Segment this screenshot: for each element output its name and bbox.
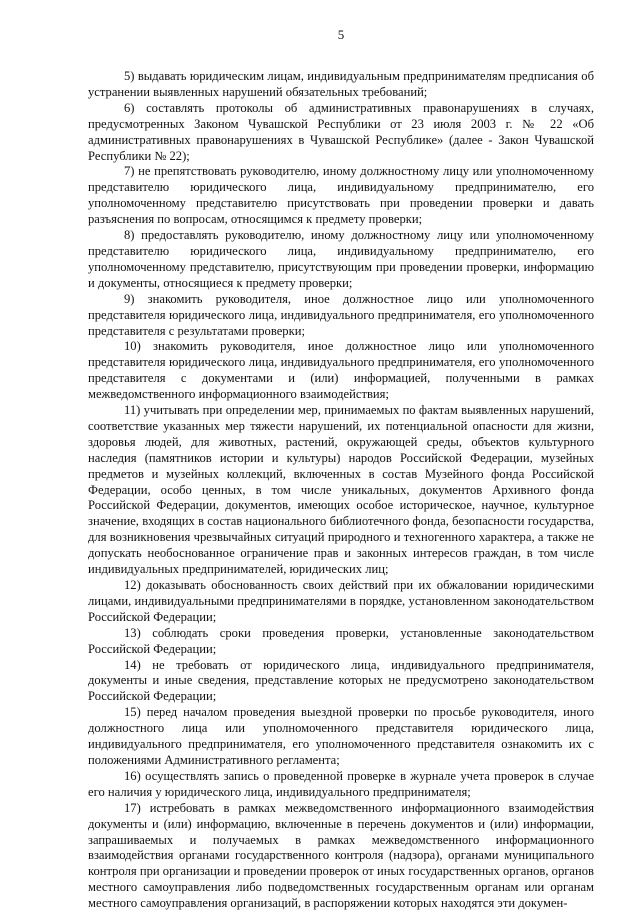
paragraph-item-13: 13) соблюдать сроки проведения проверки, установленные законодательством Российской Федерации; xyxy=(88,625,594,656)
paragraph-item-10: 10) знакомить руководителя, иное должностное лицо или уполномоченного представителя юридического лица, индивидуального предпринимателя, его уполномоченного представителя с документами и (или) информацией, полученными в рамках межведомственного информационного взаимодействия; xyxy=(88,339,594,402)
paragraph-item-14: 14) не требовать от юридического лица, индивидуального предпринимателя, документы и иные сведения, представление которых не предусмотрено законодательством Российской Федерации; xyxy=(88,657,594,704)
paragraph-item-8: 8) предоставлять руководителю, иному должностному лицу или уполномоченному представителю юридического лица, индивидуальному предпринимателю, его уполномоченному представителю, присутствующим при проведении проверки, информацию и документы, относящиеся к предмету проверки; xyxy=(88,228,594,290)
paragraph-item-12: 12) доказывать обоснованность своих действий при их обжаловании юридическими лицами, индивидуальными предпринимателями в порядке, установленном законодательством Российской Федерации; xyxy=(88,578,594,624)
paragraph-item-6: 6) составлять протоколы об административных правонарушениях в случаях, предусмотренных Законом Чувашской Республики от 23 июля 2003 г. № 22 «Об административных правонарушениях в Чувашской Республике» (далее - Закон Чувашской Республики № 22); xyxy=(88,100,594,163)
paragraph-item-7: 7) не препятствовать руководителю, иному должностному лицу или уполномоченному представителю юридического лица, индивидуальному предпринимателю, его уполномоченному представителю присутствовать при проведении проверки и давать разъяснения по вопросам, относящимся к предмету проверки; xyxy=(88,164,594,227)
paragraph-item-5: 5) выдавать юридическим лицам, индивидуальным предпринимателям предписания об устранении выявленных нарушений обязательных требований; xyxy=(88,69,594,99)
paragraph-item-9: 9) знакомить руководителя, иное должностное лицо или уполномоченного представителя юридического лица, индивидуального предпринимателя, его уполномоченного представителя с результатами проверки; xyxy=(88,291,594,338)
paragraph-item-16: 16) осуществлять запись о проведенной проверке в журнале учета проверок в случае его наличия у юридического лица, индивидуального предпринимателя; xyxy=(88,768,594,799)
page-number: 5 xyxy=(337,27,345,42)
paragraph-item-17: 17) истребовать в рамках межведомственного информационного взаимодействия документы и (или) информацию, включенные в перечень документов и (или) информации, запрашиваемых и получаемых в рамках межведомственного информационного взаимодействия органами государственного контроля (надзора), органами муниципального контроля при организации и проведении проверок от иных государственных органов, органов местного самоуправления либо подведомственных государственным органам или органам местного самоуправления организаций, в распоряжении которых находятся эти докумен- xyxy=(88,800,594,911)
paragraph-item-11: 11) учитывать при определении мер, принимаемых по фактам выявленных нарушений, соответствие указанных мер тяжести нарушений, их потенциальной опасности для жизни, здоровья людей, для животных, растений, окружающей среды, объектов культурного наследия (памятников истории и культуры) народов Российской Федерации, музейных предметов и музейных коллекций, включенных в состав Музейного фонда Российской Федерации, особо ценных, в том числе уникальных, документов Архивного фонда Российской Федерации, документов, имеющих особое историческое, научное, культурное значение, входящих в состав национального библиотечного фонда, безопасности государства, для возникновения чрезвычайных ситуаций природного и техногенного характера, а также не допускать необоснованное ограничение прав и законных интересов граждан, в том числе индивидуальных предпринимателей, юридических лиц; xyxy=(88,403,594,577)
paragraph-item-15: 15) перед началом проведения выездной проверки по просьбе руководителя, иного должностного лица или уполномоченного представителя юридического лица, индивидуального предпринимателя, его уполномоченного представителя ознакомить их с положениями Административного регламента; xyxy=(88,705,594,767)
